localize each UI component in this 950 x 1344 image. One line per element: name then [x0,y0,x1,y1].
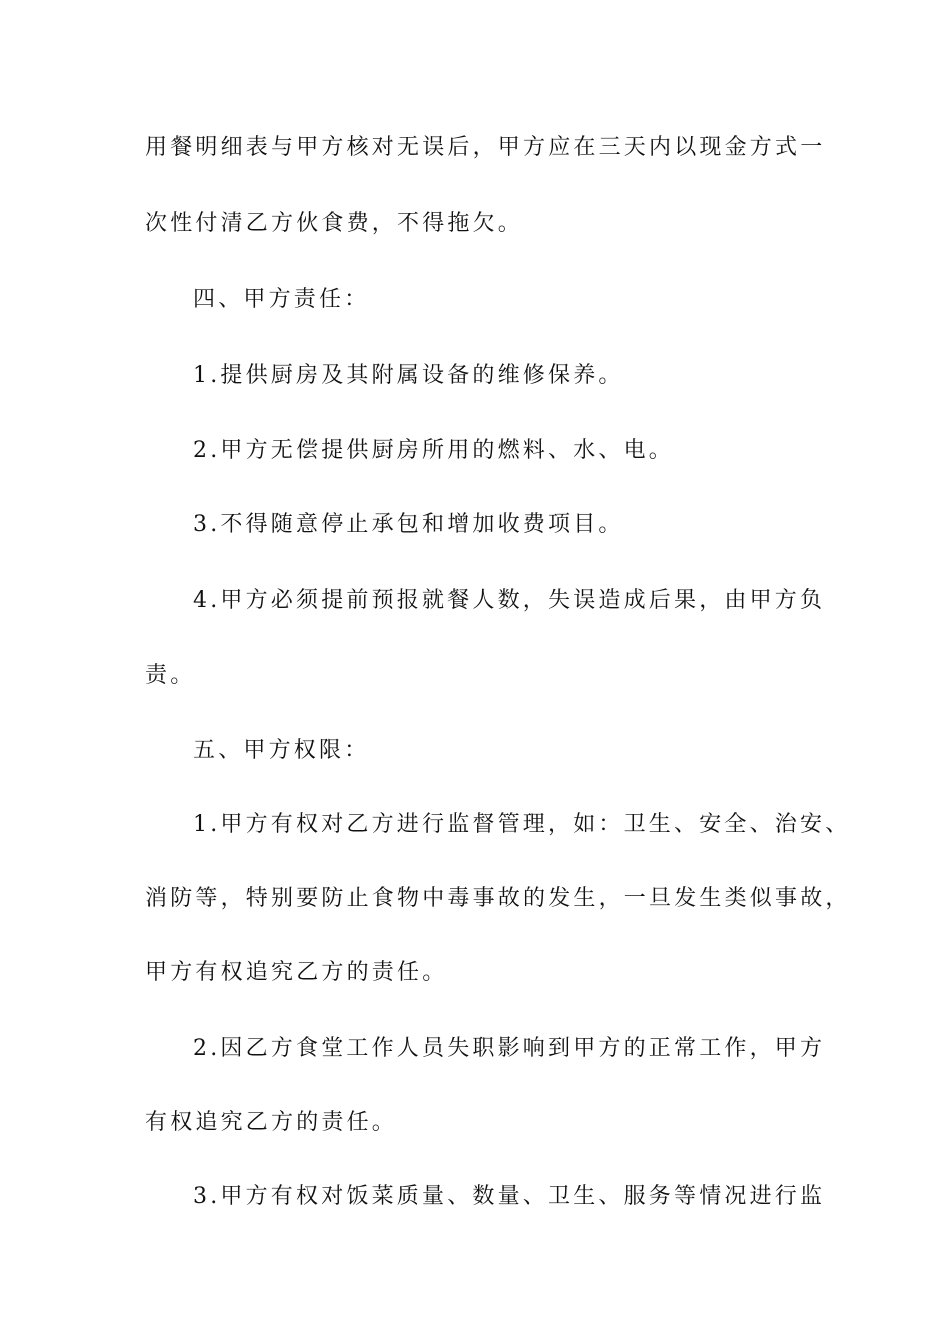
list-item-5-1-cont-a: 消防等，特别要防止食物中毒事故的发生，一旦发生类似事故， [145,886,851,911]
list-item-5-1-cont-b: 甲方有权追究乙方的责任。 [145,960,448,985]
list-item-4-4: 4.甲方必须提前预报就餐人数，失误造成后果，由甲方负 [193,588,826,613]
list-item-5-2: 2.因乙方食堂工作人员失职影响到甲方的正常工作，甲方 [193,1036,826,1061]
list-item-5-2-cont: 有权追究乙方的责任。 [145,1110,398,1135]
list-item-5-1: 1.甲方有权对乙方进行监督管理，如：卫生、安全、治安、 [193,812,851,837]
list-item-4-2: 2.甲方无偿提供厨房所用的燃料、水、电。 [193,438,674,463]
list-item-4-4-cont: 责。 [145,663,196,688]
list-item-4-1: 1.提供厨房及其附属设备的维修保养。 [193,363,624,388]
text-line-2: 次性付清乙方伙食费，不得拖欠。 [145,211,524,236]
list-item-4-3: 3.不得随意停止承包和增加收费项目。 [193,512,624,537]
list-item-5-3: 3.甲方有权对饭菜质量、数量、卫生、服务等情况进行监 [193,1184,826,1209]
section-heading-5: 五、甲方权限： [193,738,370,763]
section-heading-4: 四、甲方责任： [193,287,370,312]
text-line-1: 用餐明细表与甲方核对无误后，甲方应在三天内以现金方式一 [145,135,826,160]
